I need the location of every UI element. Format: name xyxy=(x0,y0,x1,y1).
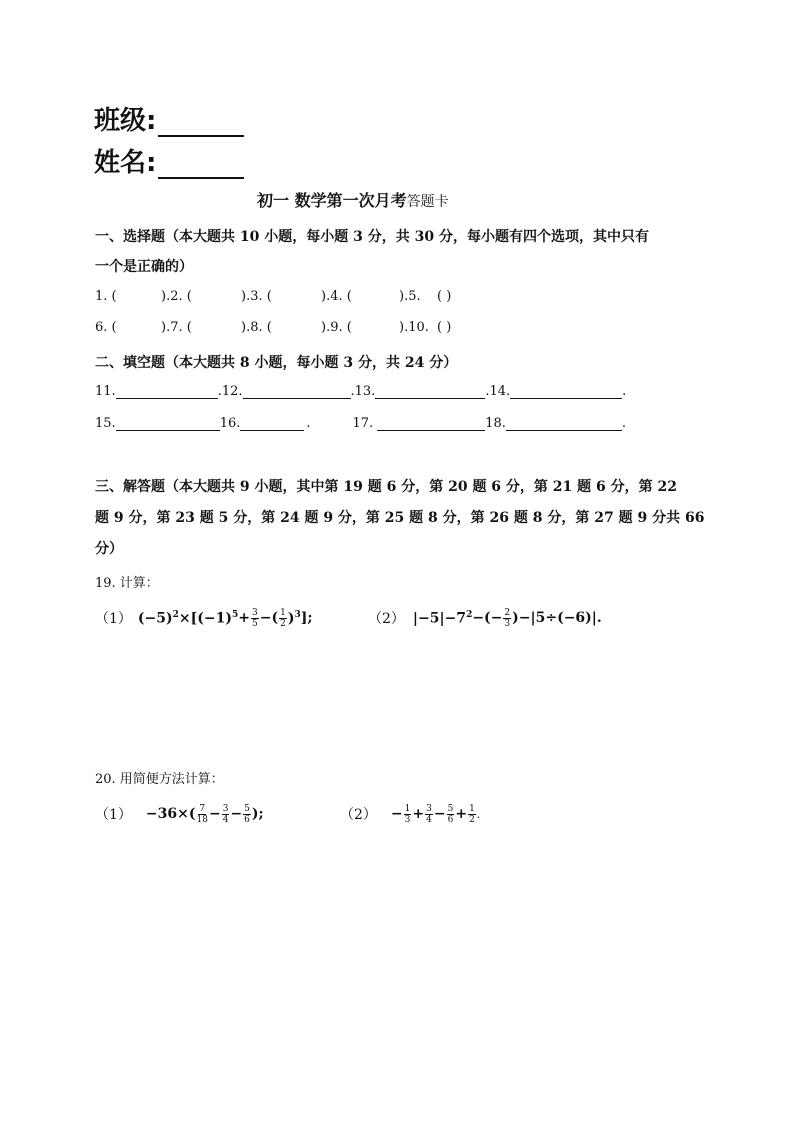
q19-e2-frac: $\frac{2}{3}$ xyxy=(504,607,511,629)
name-blank[interactable] xyxy=(158,153,244,179)
q20-e2-frac3: $\frac{5}{6}$ xyxy=(447,803,454,825)
fill-14-label: .14. xyxy=(485,384,511,399)
q20-label: 20. 用简便方法计算： xyxy=(95,772,224,787)
q19-part2 xyxy=(368,600,602,636)
q20-e1-b: ); xyxy=(251,806,264,822)
q19-e1-f: ]; xyxy=(300,610,313,626)
title-main: 初一 数学第一次月考 xyxy=(257,191,407,210)
fill-11-label: 11. xyxy=(95,384,116,399)
q20-e1-frac3: $\frac{5}{6}$ xyxy=(244,803,250,825)
q19-e1-d: −( xyxy=(259,610,279,626)
name-field xyxy=(94,142,244,179)
fill-16-end: . xyxy=(306,416,311,431)
q19-e1-e: )$^3$ xyxy=(287,609,301,627)
q19-label: 19. 计算： xyxy=(95,576,159,591)
q20-part1 xyxy=(95,796,264,832)
choice-3[interactable]: ).3. ( xyxy=(241,289,272,304)
q20-part2-number: （2） xyxy=(340,807,377,823)
q19-part2-number: （2） xyxy=(368,611,405,627)
q20-e1-a: −36×( xyxy=(145,806,196,822)
choice-2[interactable]: ).2. ( xyxy=(161,289,192,304)
fill-16-label: 16. xyxy=(219,416,241,431)
class-label: 班级: xyxy=(94,106,157,136)
fill-18-blank[interactable] xyxy=(506,416,622,431)
fill-12-label: .12. xyxy=(217,384,243,399)
q19-e1-frac1: $\frac{3}{5}$ xyxy=(252,607,258,629)
fill-18-label: 18. xyxy=(485,416,506,431)
page-title xyxy=(257,188,449,211)
q19-e1-b: $\times[(-1)^5$ xyxy=(178,609,239,627)
name-label: 姓名: xyxy=(94,148,157,178)
choice-5-paren[interactable]: ( ) xyxy=(437,289,452,304)
q19-e2-b: −(− xyxy=(472,610,503,626)
q20-e1-frac2: $\frac{3}{4}$ xyxy=(222,803,229,825)
q20-part1-number: （1） xyxy=(95,807,132,823)
fill-16-blank[interactable] xyxy=(240,416,304,431)
fill-15-blank[interactable] xyxy=(116,416,220,431)
q19-e1-a: $(-5)^2$ xyxy=(137,609,179,627)
fill-row-1 xyxy=(95,384,626,399)
fill-13-blank[interactable] xyxy=(375,384,485,399)
title-suffix: 答题卡 xyxy=(406,194,449,210)
q20-e2-b: . xyxy=(476,807,481,821)
fill-row1-end: . xyxy=(622,384,627,399)
q20-e2-frac2: $\frac{3}{4}$ xyxy=(426,803,432,825)
fill-17-blank[interactable] xyxy=(377,416,485,431)
q20-e1-frac1: $\frac{7}{18}$ xyxy=(196,803,208,825)
q19-e1-c: + xyxy=(238,610,250,626)
section1-heading-line2: 一个是正确的） xyxy=(95,259,193,275)
q20-e2-frac4: $\frac{1}{2}$ xyxy=(469,803,475,825)
q20-e2-a: − xyxy=(390,806,403,822)
fill-row2-end: . xyxy=(621,416,627,431)
section1-heading-line1: 一、选择题（本大题共 10 小题，每小题 3 分，共 30 分，每小题有四个选项，其中只有 xyxy=(95,229,649,245)
choice-10[interactable]: ).10. xyxy=(399,320,429,335)
choice-4[interactable]: ).4. ( xyxy=(321,289,352,304)
section2-heading: 二、填空题（本大题共 8 小题，每小题 3 分，共 24 分） xyxy=(95,355,458,371)
choice-7[interactable]: ).7. ( xyxy=(161,320,192,335)
q19-e1-frac2: $\frac{1}{2}$ xyxy=(280,607,286,629)
fill-12-blank[interactable] xyxy=(243,384,351,399)
fill-15-label: 15. xyxy=(95,416,116,431)
fill-17-label: 17. xyxy=(352,416,374,431)
section3-heading-line1: 三、解答题（本大题共 9 小题，其中第 19 题 6 分，第 20 题 6 分，第 21 题 6 分，第 22 xyxy=(95,479,678,495)
class-field xyxy=(94,100,244,137)
q20-e2-m1: + xyxy=(412,806,425,822)
section3-heading-line2: 题 9 分，第 23 题 5 分，第 24 题 9 分，第 25 题 8 分，第 26 题 8 分，第 27 题 9 分共 66 xyxy=(95,510,705,526)
q19-part1-number: （1） xyxy=(95,611,132,627)
q20-e2-frac1: $\frac{1}{3}$ xyxy=(404,803,411,825)
choice-9[interactable]: ).9. ( xyxy=(321,320,352,335)
q20-e1-m1: − xyxy=(208,806,221,822)
q20-e1-m2: − xyxy=(230,806,243,822)
class-blank[interactable] xyxy=(158,111,244,137)
choice-5[interactable]: ).5. xyxy=(399,289,421,304)
q20-part2 xyxy=(340,796,480,832)
fill-row-2 xyxy=(95,416,626,431)
q19-part1 xyxy=(95,600,313,636)
fill-11-blank[interactable] xyxy=(116,384,218,399)
q19-e2-c: )−|5÷(−6)|. xyxy=(512,610,602,626)
fill-14-blank[interactable] xyxy=(510,384,622,399)
q19-e2-a: $|-5|-7^2$ xyxy=(412,609,473,627)
choice-1[interactable]: 1. ( xyxy=(95,289,117,304)
choice-8[interactable]: ).8. ( xyxy=(241,320,272,335)
choice-10-paren[interactable]: ( ) xyxy=(437,320,452,335)
choice-6[interactable]: 6. ( xyxy=(95,320,117,335)
fill-13-label: .13. xyxy=(350,384,376,399)
section3-heading-line3: 分） xyxy=(95,541,123,557)
q20-e2-m2: − xyxy=(433,806,446,822)
q20-e2-m3: + xyxy=(455,806,468,822)
